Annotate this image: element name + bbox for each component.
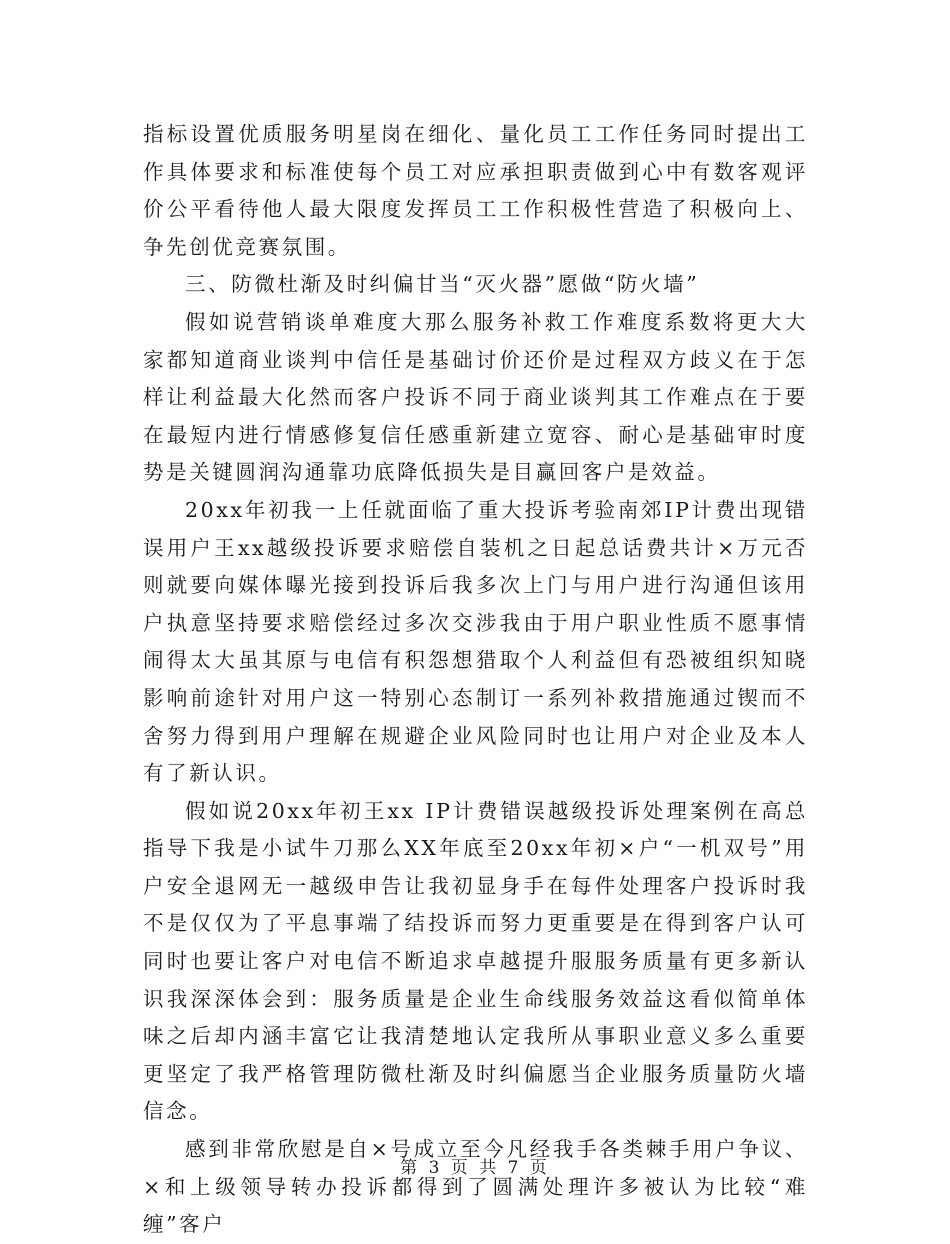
section-heading: 三、防微杜渐及时纠偏甘当“灭火器”愿做“防火墙” <box>185 272 700 297</box>
paragraph-service-recovery: 假如说营销谈单难度大那么服务补救工作难度系数将更大大家都知道商业谈判中信任是基础讨价还价是过程双方歧义在于怎样让利益最大化然而客户投诉不同于商业谈判其工作难点在于要在最短内进行情感修复信任感重新建立宽容、耐心是基础审时度势是关键圆润沟通靠功底降低损失是目赢回客户是效益。 <box>143 309 808 485</box>
paragraph-service-quality: 假如说20xx年初王xx IP计费错误越级投诉处理案例在高总指导下我是小试牛刀那么XX年底至20xx年初×户“一机双号”用户安全退网无一越级申告让我初显身手在每件处理客户投诉时我不是仅仅为了平息事端了结投诉而努力更重要是在得到客户认可同时也要让客户对电信不断追求卓越提升服服务质量有更多新认识我深深体会到：服务质量是企业生命线服务效益这看似简单体味之后却内涵丰富它让我清楚地认定我所从事职业意义多么重要更坚定了我严格管理防微杜渐及时纠偏愿当企业服务质量防火墙信念。 <box>143 798 808 1124</box>
paragraph-gratified: 感到非常欣慰是自×号成立至今凡经我手各类棘手用户争议、×和上级领导转办投诉都得到了圆满处理许多被认为比较“难缠”客户 <box>143 1137 808 1237</box>
paragraph-ip-billing-complaint: 20xx年初我一上任就面临了重大投诉考验南郊IP计费出现错误用户王xx越级投诉要求赔偿自装机之日起总话费共计×万元否则就要向媒体曝光接到投诉后我多次上门与用户进行沟通但该用户执意坚持要求赔偿经过多次交涉我由于用户职业性质不愿事情闹得太大虽其原与电信有积怨想猎取个人利益但有恐被组织知晓影响前途针对用户这一特别心态制订一系列补救措施通过锲而不舍努力得到用户理解在规避企业风险同时也让用户对企业及本人有了新认识。 <box>143 497 808 786</box>
document-body <box>143 116 808 1244</box>
page-number-footer: 第 3 页 共 7 页 <box>400 1158 550 1178</box>
paragraph-continuation: 指标设置优质服务明星岗在细化、量化员工工作任务同时提出工作具体要求和标准使每个员工对应承担职责做到心中有数客观评价公平看待他人最大限度发挥员工工作积极性营造了积极向上、争先创优竞赛氛围。 <box>143 122 808 259</box>
